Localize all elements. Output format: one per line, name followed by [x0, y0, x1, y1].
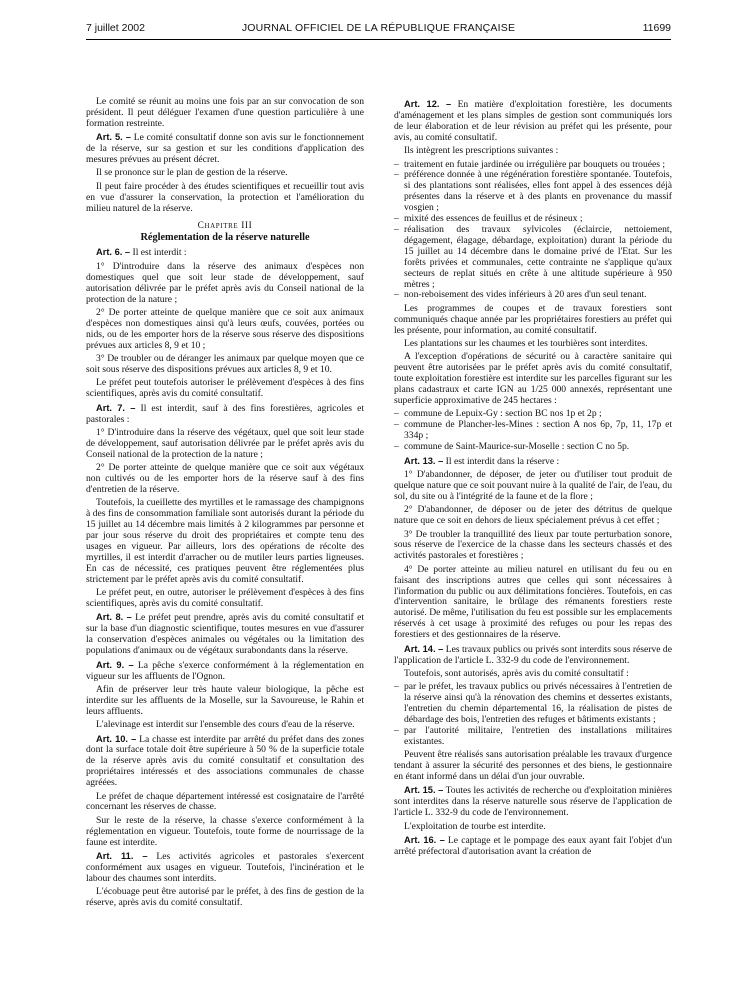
paragraph: Ils intègrent les prescriptions suivantes :	[404, 145, 559, 157]
paragraph: Le préfet peut, en outre, autoriser le prélèvement d'espèces à des fins scientifiques, après avis du comité consultatif.	[86, 587, 364, 610]
list-item: – commune de Saint-Maurice-sur-Moselle : section C no 5p.	[394, 442, 672, 453]
article-9	[86, 660, 364, 683]
article-label: Art. 8. –	[96, 612, 132, 623]
article-text: Les activités agricoles et pastorales s'exercent conformément aux usages en vigueur. Toutefois, l'incinération et le labour des chaumes sont interdits.	[86, 851, 364, 884]
paragraph: Les programmes de coupes et de travaux forestiers sont communiqués chaque année par les propriétaires forestiers au préfet qui les présente, pour information, au comité consultatif.	[394, 302, 672, 336]
paragraph: Sur le reste de la réserve, la chasse s'exerce conformément à la réglementation en vigueur. Toutefois, toute forme de nourrissage de la faune est interdite.	[86, 814, 364, 848]
article-text: Les travaux publics ou privés sont interdits sous réserve de l'application de l'article L. 332-9 du code de l'environnement.	[394, 643, 672, 666]
list-item: – réalisation des travaux sylvicoles (éclaircie, nettoiement, dégagement, élagage, débardage, exploitation) durant la période du 15 juillet au 14 décembre dans le domaine privé de l'Etat. Sur les forêts privées et communales, cette contrainte ne s'applique qu'aux secteurs de replat situés en crête à une altitude supérieure à 950 mètres ;	[394, 225, 672, 290]
article-label: Art. 12. –	[404, 99, 452, 109]
list-item: – traitement en futaie jardinée ou irrégulière par bouquets ou trouées ;	[394, 160, 672, 171]
paragraph: L'exploitation de tourbe est interdite.	[404, 820, 546, 832]
article-13	[394, 456, 672, 468]
list-item: – non-reboisement des vides inférieurs à 20 ares d'un seul tenant.	[394, 290, 672, 301]
header-title: JOURNAL OFFICIEL DE LA RÉPUBLIQUE FRANÇAISE	[241, 22, 516, 34]
article-12	[394, 99, 672, 144]
paragraph: Il se prononce sur le plan de gestion de la réserve.	[96, 167, 288, 179]
article-5	[86, 132, 364, 166]
article-label: Art. 6. –	[96, 247, 131, 258]
parcel-list	[394, 409, 672, 453]
article-text: Le captage et le pompage des eaux ayant fait l'objet d'un arrêté préfectoral d'autorisation avant la création de	[394, 835, 672, 857]
header-rule	[86, 39, 671, 40]
paragraph: L'alevinage est interdit sur l'ensemble des cours d'eau de la réserve.	[96, 719, 355, 731]
list-item: – mixité des essences de feuillus et de résineux ;	[394, 214, 672, 225]
header-page-number: 11699	[642, 22, 671, 34]
article-label: Art. 10. –	[96, 733, 137, 744]
article-text: En matière d'exploitation forestière, les documents d'aménagement et les plans simples de gestion sont communiqués lors de leur élaboration et de leur révision au préfet qui les présente, pour avis, au comité consultatif.	[394, 99, 672, 143]
chapter-heading: Chapitre III	[197, 220, 253, 231]
right-column	[394, 99, 672, 860]
article-text: La chasse est interdite par arrêté du préfet dans des zones dont la surface totale doit être supérieure à 50 % de la superficie totale de la réserve après avis du comité consultatif et consultation des propriétaires intéressés et des associations communales de chasse agréées.	[86, 733, 364, 789]
article-label: Art. 9. –	[96, 659, 134, 670]
article-label: Art. 16. –	[404, 835, 445, 846]
article-label: Art. 5. –	[96, 132, 131, 143]
paragraph: 1° D'introduire dans la réserve des animaux d'espèces non domestiques quel que soit leur stade de développement, sauf autorisation délivrée par le préfet après avis du Conseil national de la protection de la nature ;	[86, 260, 364, 305]
article-text: Toutes les activités de recherche ou d'exploitation minières sont interdites dans la réserve naturelle sous réserve de l'application de l'article L. 332-9 du code de l'environnement.	[394, 785, 672, 819]
paragraph: Le préfet de chaque département intéressé est cosignataire de l'arrêté concernant les réserves de chasse.	[86, 790, 364, 813]
paragraph: 2° De porter atteinte de quelque manière que ce soit aux végétaux non cultivés ou de les emporter hors de la réserve sauf à des fins d'entretien de la réserve.	[86, 462, 364, 495]
authorization-list	[394, 682, 672, 747]
article-text: Le préfet peut prendre, après avis du comité consultatif et sur la base d'un diagnostic scientifique, toutes mesures en vue d'assurer la conservation d'espèces animales ou végétales ou la limitation des populations d'animaux ou de végétaux surabondants dans la réserve.	[86, 612, 365, 657]
article-14	[394, 644, 672, 667]
article-11	[86, 851, 364, 885]
article-text: Il est interdit, sauf à des fins forestières, agricoles et pastorales :	[86, 402, 364, 425]
paragraph: 2° De porter atteinte de quelque manière que ce soit aux animaux d'espèces non domestiques ainsi qu'à leurs œufs, couvées, portées ou nids, ou de les emporter hors de la réserve sous réserve des dispositions prévues aux articles 8, 9 et 10 ;	[86, 306, 364, 351]
page-header	[86, 22, 671, 38]
paragraph: 3° De troubler la tranquillité des lieux par toute perturbation sonore, sous réserve de l'exercice de la chasse dans les secteurs chassés et des activités pastorales et forestières ;	[394, 528, 672, 562]
paragraph: Les plantations sur les chaumes et les tourbières sont interdites.	[404, 338, 648, 350]
article-6	[86, 247, 364, 259]
article-label: Art. 14. –	[404, 643, 444, 654]
prescription-list	[394, 160, 672, 302]
paragraph: Peuvent être réalisés sans autorisation préalable les travaux d'urgence tendant à assurer la sécurité des personnes et des biens, le gestionnaire en étant informé dans un délai d'un jour ouvrable.	[394, 749, 672, 783]
list-item: – par l'autorité militaire, l'entretien des installations militaires existantes.	[394, 726, 672, 748]
paragraph: 1° D'abandonner, de déposer, de jeter ou d'utiliser tout produit de quelque nature que ce soit pouvant nuire à la qualité de l'air, de l'eau, du sol, du site ou à l'intégrité de la faune et de la flore ;	[394, 469, 672, 502]
paragraph: 1° D'introduire dans la réserve des végétaux, quel que soit leur stade de développement, sauf autorisation délivrée par le préfet après avis du Conseil national de la protection de la nature ;	[86, 426, 364, 460]
paragraph: A l'exception d'opérations de sécurité ou à caractère sanitaire qui peuvent être autorisées par le préfet après avis du comité consultatif, toute exploitation forestière est interdite sur les parcelles figurant sur les plans cadastraux et carte IGN au 1/25 000 annexés, représentant une superficie approximative de 245 hectares :	[394, 351, 672, 407]
article-7	[86, 403, 364, 426]
article-10	[86, 734, 364, 790]
paragraph: Le comité se réunit au moins une fois par an sur convocation de son président. Il peut déléguer l'examen d'une question particulière à une formation restreinte.	[86, 96, 364, 129]
list-item: – préférence donnée à une régénération forestière spontanée. Toutefois, si des plantations sont réalisées, elles font appel à des essences déjà présentes dans la réserve et à des plants en provenance du massif vosgien ;	[394, 170, 672, 214]
article-label: Art. 11. –	[96, 851, 148, 862]
article-text: Le comité consultatif donne son avis sur le fonctionnement de la réserve, sur sa gestion et sur les conditions d'application des mesures prévues au présent décret.	[86, 132, 364, 166]
article-text: Il est interdit :	[130, 247, 187, 259]
article-16	[394, 835, 672, 858]
list-item: – commune de Lepuix-Gy : section BC nos 1p et 2p ;	[394, 409, 672, 420]
article-text: La pêche s'exerce conformément à la réglementation en vigueur sur les affluents de l'Ognon.	[86, 659, 364, 682]
header-date: 7 juillet 2002	[86, 22, 145, 34]
article-15	[394, 785, 672, 819]
article-label: Art. 7. –	[96, 402, 136, 413]
paragraph: 4° De porter atteinte au milieu naturel en utilisant du feu ou en faisant des inscriptions autres que celles qui sont nécessaires à l'information du public ou aux délimitations foncières. Toutefois, en cas d'intervention sanitaire, le brûlage des rémanents forestiers reste autorisé. De même, l'utilisation du feu est possible sur les emplacements réservés à cet usage à proximité des refuges ou pour les repas des forestiers et des gestionnaires de la réserve.	[394, 563, 672, 641]
section-heading: Réglementation de la réserve naturelle	[140, 232, 310, 244]
paragraph: Toutefois, sont autorisés, après avis du comité consultatif :	[404, 667, 629, 679]
list-item: – par le préfet, les travaux publics ou privés nécessaires à l'entretien de la réserve ainsi qu'à la rénovation des chemins et dessertes existants, l'entretien du chemin départemental 16, la réalisation de pistes de débardage des bois, l'entretien des refuges et bâtiments existants ;	[394, 682, 672, 726]
list-item: – commune de Plancher-les-Mines : section A nos 6p, 7p, 11, 17p et 334p ;	[394, 420, 672, 442]
paragraph: Afin de préserver leur très haute valeur biologique, la pêche est interdite sur les affluents de la Moselle, sur la Savoureuse, le Rahin et leurs affluents.	[86, 683, 364, 717]
paragraph: 3° De troubler ou de déranger les animaux par quelque moyen que ce soit sous réserve des dispositions prévues aux articles 8, 9 et 10.	[86, 353, 364, 375]
article-label: Art. 13. –	[404, 455, 444, 466]
article-label: Art. 15. –	[404, 785, 444, 796]
article-text: Il est interdit dans la réserve :	[443, 455, 560, 467]
article-8	[86, 612, 364, 657]
left-column	[86, 97, 364, 912]
paragraph: Toutefois, la cueillette des myrtilles et le ramassage des champignons à des fins de consommation familiale sont autorisés durant la période du 15 juillet au 14 décembre mais limités à 2 kilogrammes par personne et par jour sous réserve du droit des propriétaires et compte tenu des usages en vigueur. Par ailleurs, lors des opérations de récolte des myrtilles, il est interdit d'arracher ou de mutiler leurs parties ligneuses. En cas de nécessité, ces pratiques peuvent être réglementées plus strictement par le préfet après avis du comité consultatif.	[86, 497, 364, 585]
paragraph: Le préfet peut toutefois autoriser le prélèvement d'espèces à des fins scientifiques, après avis du comité consultatif.	[86, 377, 364, 400]
paragraph: L'écobuage peut être autorisé par le préfet, à des fins de gestion de la réserve, après avis du comité consultatif.	[86, 886, 364, 909]
paragraph: Il peut faire procéder à des études scientifiques et recueillir tout avis en vue d'assurer la conservation, la protection et l'amélioration du milieu naturel de la réserve.	[86, 180, 364, 214]
paragraph: 2° D'abandonner, de déposer ou de jeter des détritus de quelque nature que ce soit en dehors de lieux spécialement prévus à cet effet ;	[394, 504, 672, 527]
